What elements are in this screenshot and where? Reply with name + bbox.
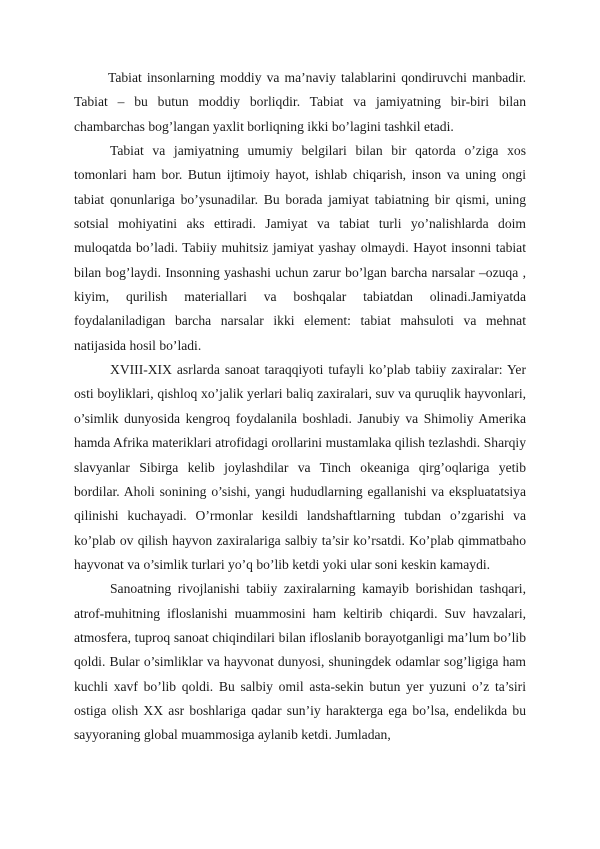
document-body — [74, 66, 526, 748]
paragraph-3: XVIII-XIX asrlarda sanoat taraqqiyoti tufayli ko’plab tabiiy zaxiralar: Yer osti boyliklari, qishloq xo’jalik yerlari baliq zaxiralari, suv va quruqlik hayvonlari, o’simlik dunyosida kengroq foydalanila boshladi. Janubiy va Shimoliy Amerika hamda Afrika materiklari atrofidagi orollarini mustamlaka qilish tezlashdi. Sharqiy slavyanlar Sibirga kelib joylashdilar va Tinch okeaniga qirg’oqlariga yetib bordilar. Aholi sonining o’sishi, yangi hududlarning egallanishi va ekspluatatsiya qilinishi kuchayadi. O’rmonlar kesildi landshaftlarning tubdan o’zgarishi va ko’plab ov qilish hayvon zaxiralariga salbiy ta’sir ko’rsatdi. Ko’plab qimmatbaho hayvonat va o’simlik turlari yo’q bo’lib ketdi yoki ular soni keskin kamaydi. — [74, 362, 526, 572]
paragraph-2: Tabiat va jamiyatning umumiy belgilari bilan bir qatorda o’ziga xos tomonlari ham bor. Butun ijtimoiy hayot, ishlab chiqarish, inson va uning ongi tabiat qonunlariga bo’ysunadilar. Bu borada jamiyat tabiatning bir qismi, uning sotsial mohiyatini aks ettiradi. Jamiyat va tabiat turli yo’nalishlarda doim muloqatda bo’ladi. Tabiiy muhitsiz jamiyat yashay olmaydi. Hayot insonni tabiat bilan bog’laydi. Insonning yashashi uchun zarur bo’lgan barcha narsalar –ozuqa , kiyim, qurilish materiallari va boshqalar tabiatdan olinadi.Jamiyatda foydalaniladigan barcha narsalar ikki element: tabiat mahsuloti va mehnat natijasida hosil bo’ladi. — [74, 143, 526, 353]
paragraph-4: Sanoatning rivojlanishi tabiiy zaxiralarning kamayib borishidan tashqari, atrof-muhitning ifloslanishi muammosini ham keltirib chiqardi. Suv havzalari, atmosfera, tuproq sanoat chiqindilari bilan ifloslanib borayotganligi ma’lum bo’lib qoldi. Bular o’simliklar va hayvonat dunyosi, shuningdek odamlar sog’ligiga ham kuchli xavf bo’lib qoldi. Bu salbiy omil asta-sekin butun yer yuzuni o’z ta’siri ostiga olish XX asr boshlariga qadar sun’iy harakterga ega bo’lsa, endelikda bu sayyoraning global muammosiga aylanib ketdi. Jumladan, — [74, 581, 526, 743]
paragraph-1: Tabiat insonlarning moddiy va ma’naviy talablarini qondiruvchi manbadir. Tabiat – bu butun moddiy borliqdir. Tabiat va jamiyatning bir-biri bilan chambarchas bog’langan yaxlit borliqning ikki bo’lagini tashkil etadi. — [74, 70, 526, 134]
